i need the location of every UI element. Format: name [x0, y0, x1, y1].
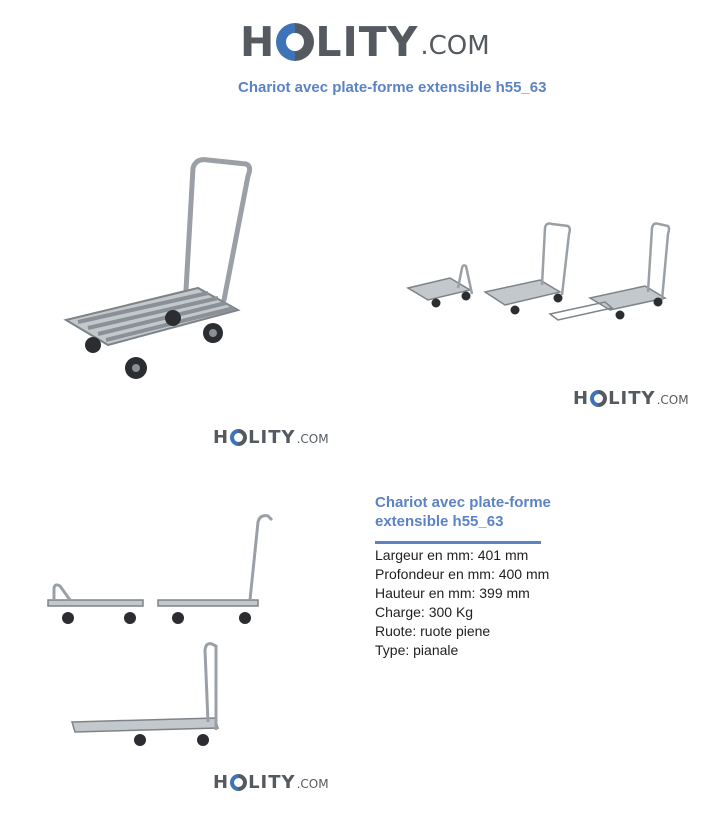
brand-o-icon — [590, 390, 607, 407]
page-title: Chariot avec plate-forme extensible h55_63 — [238, 79, 547, 96]
brand-logo — [240, 18, 490, 66]
brand-name-rest: LITY — [608, 387, 656, 409]
spec-item: Profondeur en mm: 400 mm — [375, 566, 550, 582]
brand-name-h: H — [240, 18, 276, 66]
brand-o-icon — [230, 429, 247, 446]
spec-label: Type — [375, 642, 406, 658]
brand-suffix: .COM — [420, 31, 490, 61]
trolley-photo-extension-stages — [400, 210, 680, 330]
spec-list — [375, 546, 549, 660]
spec-item: Hauteur en mm: 399 mm — [375, 585, 530, 601]
spec-value: 401 mm — [477, 547, 529, 563]
photo-logo — [573, 387, 689, 409]
trolley-photo-main — [48, 140, 278, 390]
brand-name-rest: LITY — [248, 426, 296, 448]
spec-value: 399 mm — [479, 585, 530, 601]
brand-suffix: .COM — [656, 393, 689, 407]
trolley-photo-configurations — [40, 500, 290, 755]
photo-logo — [213, 426, 329, 448]
spec-value: pianale — [413, 642, 459, 658]
spec-value: 400 mm — [498, 566, 550, 582]
brand-suffix: .COM — [296, 777, 329, 791]
spec-item: Ruote: ruote piene — [375, 623, 491, 639]
spec-label: Profondeur en mm — [375, 566, 491, 582]
brand-name-h: H — [213, 771, 230, 793]
spec-label: Hauteur en mm — [375, 585, 472, 601]
spec-value: ruote piene — [420, 623, 491, 639]
spec-value: 300 Kg — [428, 604, 474, 620]
title-divider — [375, 541, 541, 544]
spec-item: Charge: 300 Kg — [375, 604, 474, 620]
spec-label: Charge — [375, 604, 421, 620]
product-title: Chariot avec plate-forme extensible h55_63 — [375, 494, 551, 530]
spec-item: Largeur en mm: 401 mm — [375, 547, 529, 563]
brand-name-h: H — [213, 426, 230, 448]
spec-label: Ruote — [375, 623, 413, 639]
brand-name-rest: LITY — [315, 18, 419, 66]
brand-suffix: .COM — [296, 432, 329, 446]
brand-o-icon — [276, 23, 314, 61]
brand-name-rest: LITY — [248, 771, 296, 793]
spec-label: Largeur en mm — [375, 547, 470, 563]
brand-o-icon — [230, 774, 247, 791]
spec-item: Type: pianale — [375, 642, 459, 658]
brand-name-h: H — [573, 387, 590, 409]
photo-logo — [213, 771, 329, 793]
